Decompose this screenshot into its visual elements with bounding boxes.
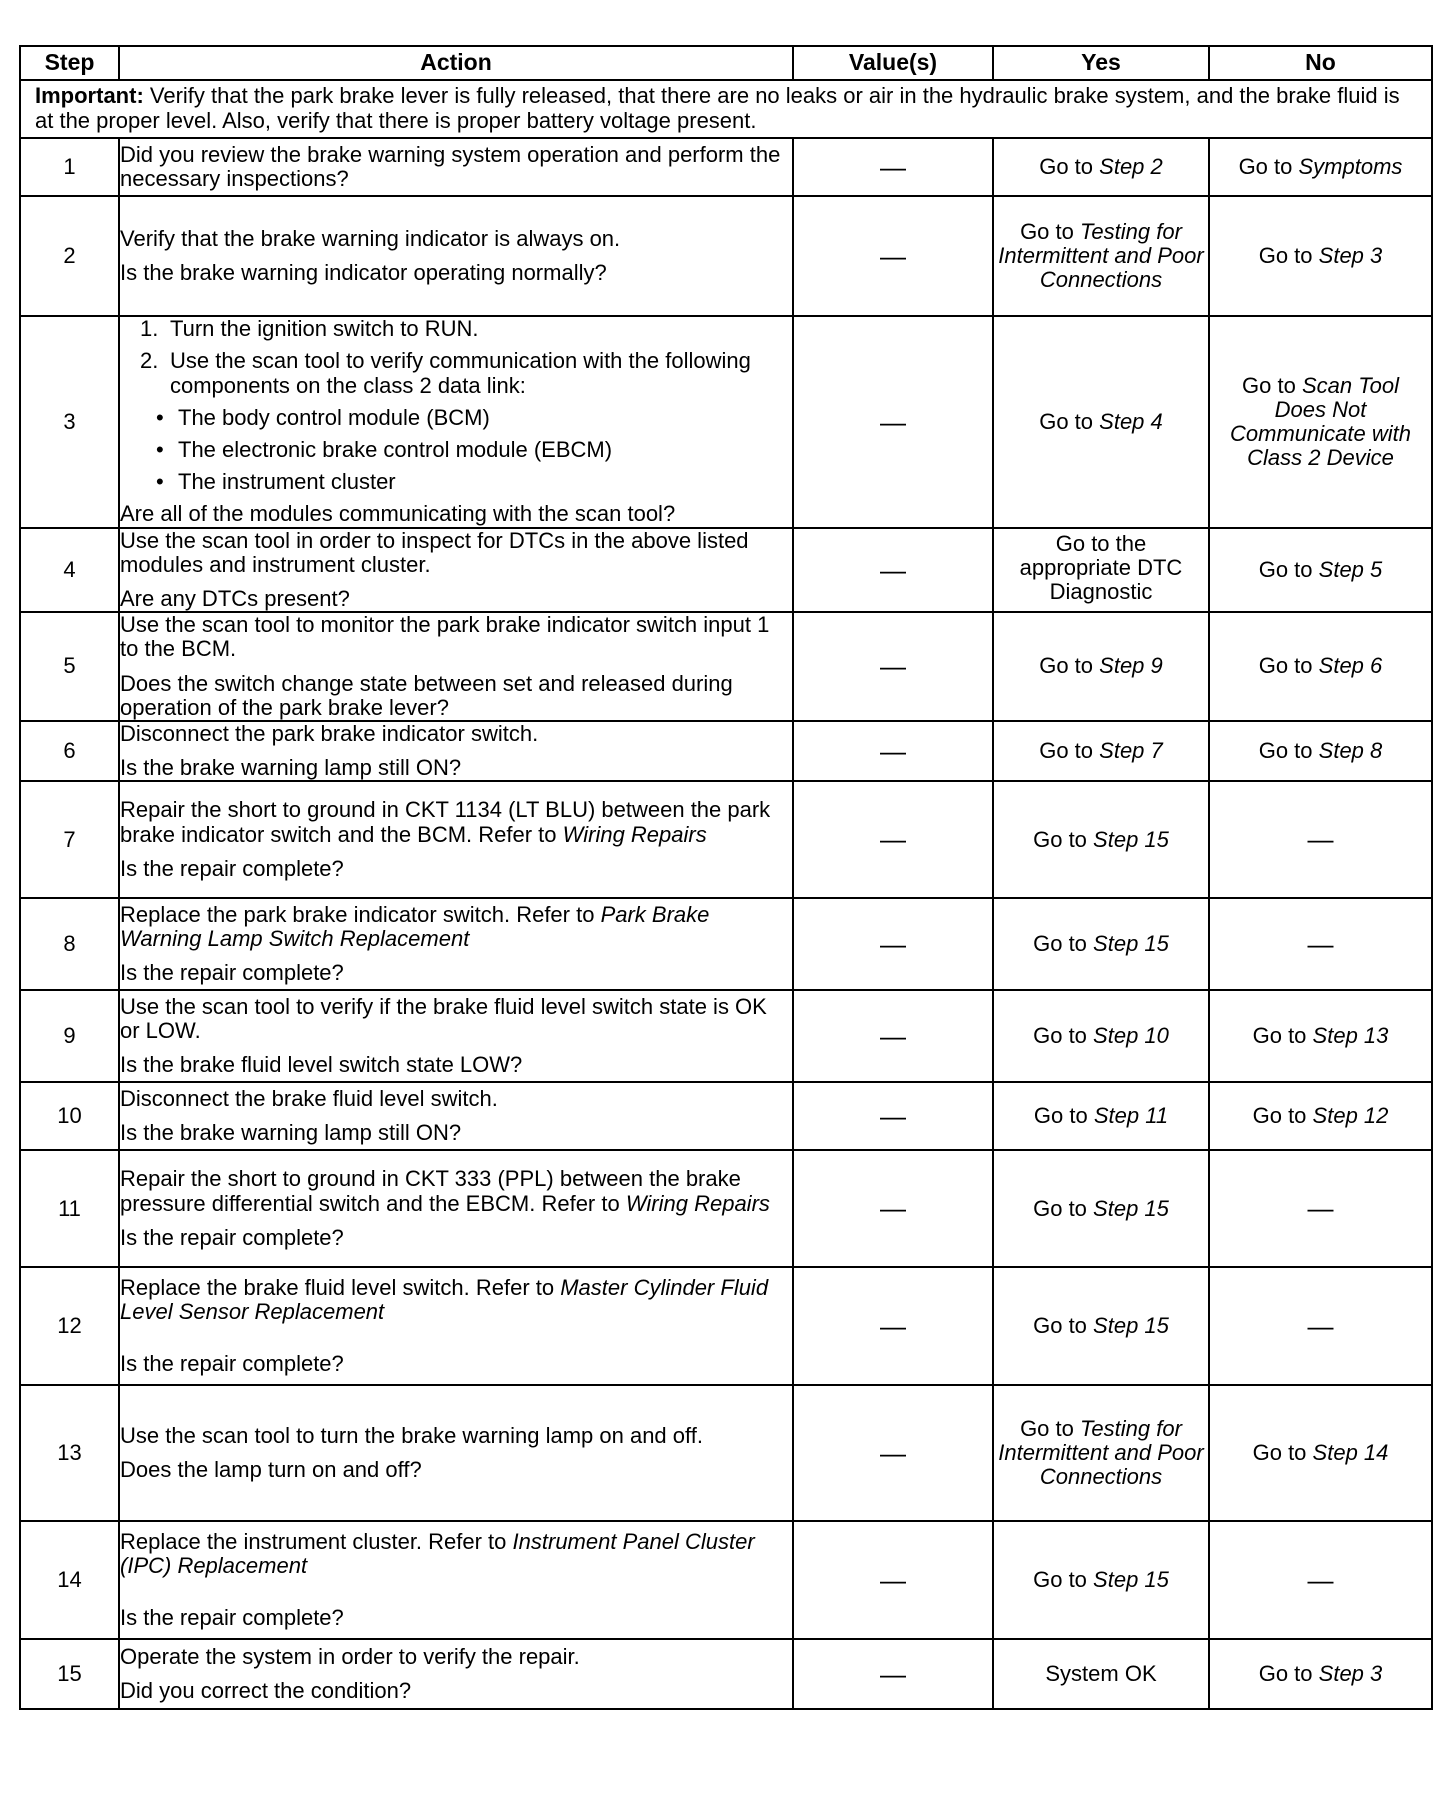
- action-cell: [119, 1082, 793, 1150]
- value-cell: —: [793, 612, 993, 721]
- step-number: 14: [20, 1521, 119, 1639]
- no-target: Step 3: [1318, 243, 1383, 269]
- yes-cell: [993, 721, 1209, 781]
- action-question: Is the brake warning lamp still ON?: [120, 755, 462, 781]
- list-item: 2. Use the scan tool to verify communication with the following components on the class 2 data link:: [140, 349, 792, 397]
- no-cell: [1209, 316, 1432, 527]
- table-row: [20, 612, 1432, 721]
- step-number: 8: [20, 898, 119, 990]
- action-text: Operate the system in order to verify the repair.: [120, 1644, 580, 1670]
- header-no: No: [1209, 46, 1432, 80]
- yes-target: Testing for Intermittent and Poor Connections: [998, 218, 1204, 293]
- yes-target: Step 15: [1093, 1313, 1169, 1339]
- yes-target: Step 11: [1093, 1103, 1169, 1129]
- reference-link[interactable]: Instrument Panel Cluster (IPC) Replacement: [120, 1528, 755, 1579]
- goto-text: Go to: [1020, 218, 1074, 244]
- action-text: Use the scan tool to turn the brake warning lamp on and off.: [120, 1423, 703, 1449]
- table-row: [20, 528, 1432, 613]
- reference-link[interactable]: Master Cylinder Fluid Level Sensor Replacement: [120, 1274, 769, 1325]
- yes-cell: [993, 138, 1209, 196]
- yes-target: Step 10: [1093, 1023, 1169, 1049]
- step-number: 12: [20, 1267, 119, 1385]
- action-text: Disconnect the brake fluid level switch.: [120, 1086, 498, 1112]
- no-cell: [1209, 138, 1432, 196]
- step-number: 10: [20, 1082, 119, 1150]
- list-item: • The body control module (BCM): [178, 406, 792, 430]
- important-row: [20, 80, 1432, 138]
- action-question: Is the brake warning indicator operating normally?: [120, 260, 607, 286]
- goto-text: Go to: [1242, 372, 1296, 398]
- value-cell: —: [793, 1150, 993, 1267]
- yes-cell: [993, 316, 1209, 527]
- action-cell: [119, 721, 793, 781]
- yes-cell: [993, 612, 1209, 721]
- list-item: • The electronic brake control module (EBCM): [178, 438, 792, 462]
- table-row: [20, 721, 1432, 781]
- table-row: [20, 781, 1432, 898]
- header-values: Value(s): [793, 46, 993, 80]
- action-cell: [119, 1521, 793, 1639]
- important-note: [20, 80, 1432, 138]
- action-question: Is the repair complete?: [120, 855, 344, 881]
- step-number: 9: [20, 990, 119, 1082]
- diagnostic-table: [19, 45, 1433, 1710]
- step-number: 13: [20, 1385, 119, 1521]
- action-cell: [119, 898, 793, 990]
- table-row: [20, 1267, 1432, 1385]
- goto-text: Go to: [1258, 556, 1313, 582]
- yes-cell: [993, 196, 1209, 316]
- value-cell: —: [793, 1082, 993, 1150]
- action-text: [120, 1530, 792, 1578]
- no-target: Scan Tool Does Not Communicate with Class 2 Device: [1230, 372, 1411, 471]
- action-steps: [120, 317, 792, 398]
- value-cell: —: [793, 781, 993, 898]
- goto-text: Go to: [1252, 1023, 1307, 1049]
- yes-target: Step 15: [1093, 1567, 1169, 1593]
- no-target: Step 3: [1318, 1661, 1383, 1687]
- no-cell: [1209, 990, 1432, 1082]
- table-row: [20, 1385, 1432, 1521]
- yes-cell: [993, 1150, 1209, 1267]
- yes-cell: [993, 1082, 1209, 1150]
- action-text: Use the scan tool to verify if the brake fluid level switch state is OK or LOW.: [120, 993, 767, 1044]
- action-question: Does the switch change state between set and released during operation of the park brake lever?: [120, 670, 733, 720]
- goto-text: Go to: [1033, 1567, 1087, 1593]
- list-item: • The instrument cluster: [178, 470, 792, 494]
- action-text-main: Repair the short to ground in CKT 1134 (LT BLU) between the park brake indicator switch and the BCM. Refer to: [120, 797, 771, 847]
- important-label: Important:: [35, 83, 144, 108]
- no-cell: [1209, 612, 1432, 721]
- yes-cell: [993, 1521, 1209, 1639]
- value-cell: —: [793, 1521, 993, 1639]
- yes-target: Step 2: [1099, 154, 1163, 180]
- yes-target: Step 4: [1099, 408, 1163, 434]
- goto-text: Go to: [1033, 1313, 1087, 1339]
- table-row: [20, 898, 1432, 990]
- step-number: 4: [20, 528, 119, 613]
- action-text: Use the scan tool to monitor the park brake indicator switch input 1 to the BCM.: [120, 612, 770, 662]
- reference-link[interactable]: Wiring Repairs: [625, 1190, 770, 1216]
- goto-text: Go to: [1033, 1103, 1088, 1129]
- no-cell: —: [1209, 1267, 1432, 1385]
- yes-cell: [993, 990, 1209, 1082]
- no-target: Step 5: [1318, 556, 1383, 582]
- step-number: 3: [20, 316, 119, 527]
- step-number: 2: [20, 196, 119, 316]
- step-number: 11: [20, 1150, 119, 1267]
- action-text-main: Repair the short to ground in CKT 333 (PPL) between the brake pressure differential switch and the EBCM. Refer to: [120, 1166, 741, 1216]
- table-row: [20, 1521, 1432, 1639]
- step-number: 1: [20, 138, 119, 196]
- action-question: Is the repair complete?: [120, 1224, 344, 1250]
- action-question: Is the brake fluid level switch state LOW?: [120, 1052, 523, 1078]
- no-cell: [1209, 528, 1432, 613]
- header-row: [20, 46, 1432, 80]
- header-action: Action: [119, 46, 793, 80]
- yes-cell: [993, 898, 1209, 990]
- step-number: 15: [20, 1639, 119, 1709]
- step-instruction: Use the scan tool to verify communication with the following components on the class 2 data link:: [170, 348, 751, 398]
- action-cell: [119, 138, 793, 196]
- no-cell: [1209, 196, 1432, 316]
- goto-text: Go to: [1252, 1440, 1307, 1466]
- no-target: Step 14: [1312, 1440, 1389, 1466]
- goto-text: Go to: [1039, 154, 1094, 180]
- step-instruction: Turn the ignition switch to RUN.: [170, 316, 479, 342]
- action-text: Did you review the brake warning system operation and perform the necessary inspections?: [120, 142, 781, 192]
- action-question: Did you correct the condition?: [120, 1678, 412, 1704]
- goto-text: Go to: [1039, 408, 1094, 434]
- yes-cell: System OK: [993, 1639, 1209, 1709]
- yes-target: Step 7: [1099, 737, 1163, 763]
- value-cell: —: [793, 138, 993, 196]
- goto-text: Go to: [1258, 243, 1313, 269]
- no-cell: —: [1209, 781, 1432, 898]
- action-cell: [119, 1267, 793, 1385]
- table-row: [20, 316, 1432, 527]
- action-question: Is the repair complete?: [120, 1605, 344, 1631]
- no-target: Symptoms: [1298, 154, 1403, 180]
- component-list: [178, 406, 792, 495]
- action-text: Use the scan tool in order to inspect for DTCs in the above listed modules and instrument cluster.: [120, 527, 749, 577]
- table-row: [20, 1150, 1432, 1267]
- action-cell: [119, 1385, 793, 1521]
- no-target: Step 13: [1312, 1023, 1389, 1049]
- action-cell: [119, 612, 793, 721]
- action-text: [120, 1276, 792, 1324]
- goto-text: Go to: [1033, 1023, 1087, 1049]
- goto-text: Go to: [1033, 826, 1087, 852]
- action-cell: [119, 781, 793, 898]
- value-cell: —: [793, 1639, 993, 1709]
- table-row: [20, 1082, 1432, 1150]
- value-cell: —: [793, 721, 993, 781]
- value-cell: —: [793, 1385, 993, 1521]
- header-step: Step: [20, 46, 119, 80]
- action-text-main: Replace the instrument cluster. Refer to: [120, 1528, 513, 1554]
- list-item: 1. Turn the ignition switch to RUN.: [140, 316, 479, 342]
- goto-text: Go to: [1039, 737, 1094, 763]
- goto-text: Go to: [1238, 154, 1293, 180]
- no-cell: —: [1209, 1150, 1432, 1267]
- step-number: 5: [20, 612, 119, 721]
- table-row: [20, 138, 1432, 196]
- action-question: Are any DTCs present?: [120, 585, 350, 611]
- yes-cell: Go to the appropriate DTC Diagnostic: [993, 528, 1209, 613]
- goto-text: Go to: [1033, 931, 1087, 957]
- action-text: Verify that the brake warning indicator is always on.: [120, 226, 621, 252]
- goto-text: Go to: [1258, 1661, 1313, 1687]
- action-question: Does the lamp turn on and off?: [120, 1457, 422, 1483]
- no-cell: —: [1209, 1521, 1432, 1639]
- no-target: Step 12: [1312, 1103, 1389, 1129]
- action-cell: [119, 528, 793, 613]
- yes-target: Step 15: [1093, 1195, 1169, 1221]
- value-cell: —: [793, 196, 993, 316]
- no-target: Step 8: [1318, 737, 1383, 763]
- action-question: Is the brake warning lamp still ON?: [120, 1120, 462, 1146]
- header-yes: Yes: [993, 46, 1209, 80]
- action-text: [120, 903, 792, 951]
- action-text-main: Replace the brake fluid level switch. Refer to: [120, 1274, 561, 1300]
- yes-cell: [993, 1267, 1209, 1385]
- step-number: 6: [20, 721, 119, 781]
- important-text: Verify that the park brake lever is fully released, that there are no leaks or air in the hydraulic brake system, and the brake fluid is at the proper level. Also, verify that there is proper battery voltage present.: [35, 83, 1400, 133]
- action-text: Disconnect the park brake indicator switch.: [120, 720, 539, 746]
- value-cell: —: [793, 990, 993, 1082]
- table-row: [20, 196, 1432, 316]
- no-cell: —: [1209, 898, 1432, 990]
- table-row: [20, 1639, 1432, 1709]
- action-text: [120, 798, 792, 846]
- yes-target: Testing for Intermittent and Poor Connections: [998, 1415, 1204, 1490]
- action-text-main: Replace the park brake indicator switch. Refer to: [120, 901, 601, 927]
- yes-target: Step 9: [1099, 653, 1163, 679]
- value-cell: —: [793, 528, 993, 613]
- value-cell: —: [793, 316, 993, 527]
- reference-link[interactable]: Park Brake Warning Lamp Switch Replacement: [120, 901, 710, 952]
- goto-text: Go to: [1252, 1103, 1307, 1129]
- reference-link[interactable]: Wiring Repairs: [562, 821, 707, 847]
- action-question: Are all of the modules communicating with the scan tool?: [120, 501, 676, 527]
- step-number: 7: [20, 781, 119, 898]
- action-text: [120, 1167, 792, 1215]
- no-target: Step 6: [1318, 653, 1383, 679]
- goto-text: Go to: [1039, 653, 1094, 679]
- no-cell: [1209, 1385, 1432, 1521]
- action-question: Is the repair complete?: [120, 1351, 344, 1377]
- action-cell: [119, 1639, 793, 1709]
- yes-cell: [993, 781, 1209, 898]
- action-cell: [119, 1150, 793, 1267]
- goto-text: Go to: [1258, 653, 1313, 679]
- action-question: Is the repair complete?: [120, 960, 344, 986]
- value-cell: —: [793, 1267, 993, 1385]
- action-cell: [119, 316, 793, 527]
- goto-text: Go to: [1033, 1195, 1087, 1221]
- yes-cell: [993, 1385, 1209, 1521]
- yes-target: Step 15: [1093, 826, 1169, 852]
- value-cell: —: [793, 898, 993, 990]
- goto-text: Go to: [1020, 1415, 1074, 1441]
- action-cell: [119, 196, 793, 316]
- table-row: [20, 990, 1432, 1082]
- action-cell: [119, 990, 793, 1082]
- no-cell: [1209, 1639, 1432, 1709]
- yes-target: Step 15: [1093, 931, 1169, 957]
- no-cell: [1209, 721, 1432, 781]
- no-cell: [1209, 1082, 1432, 1150]
- goto-text: Go to: [1258, 737, 1313, 763]
